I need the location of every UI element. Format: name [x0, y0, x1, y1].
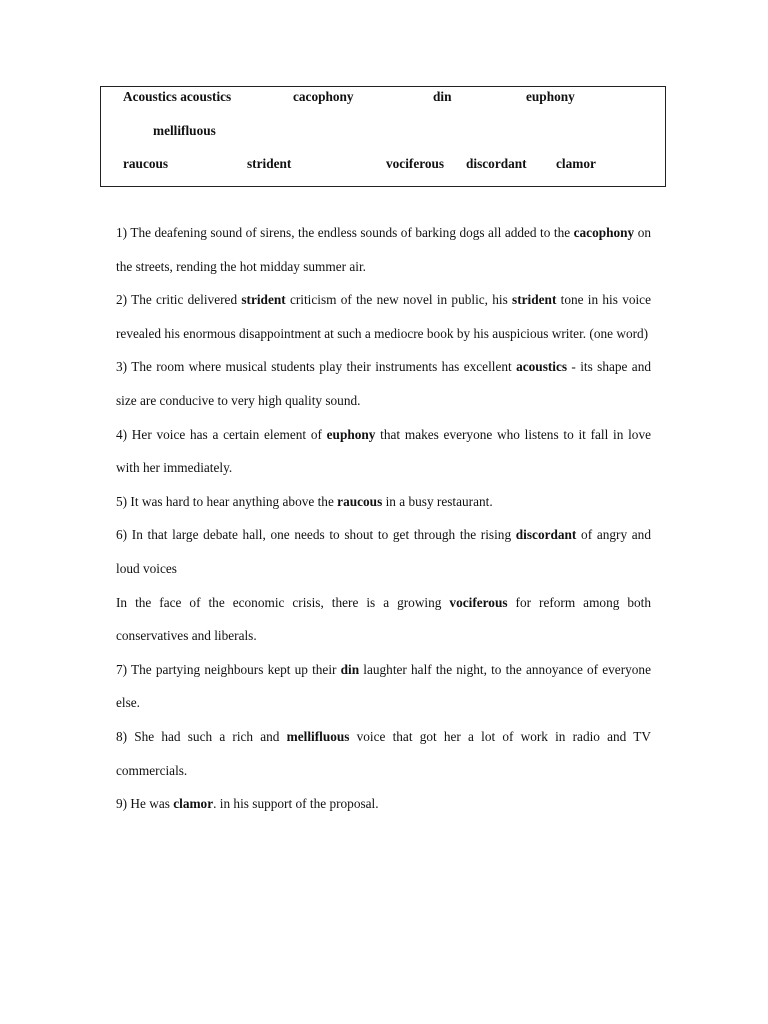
answer-word: strident — [512, 292, 557, 308]
answer-word: acoustics — [516, 359, 568, 375]
sentence-9: 9) He was clamor. in his support of the proposal. — [116, 796, 379, 812]
answer-word: mellifluous — [286, 728, 350, 744]
answer-word: discordant — [515, 527, 577, 543]
answer-word: cacophony — [573, 225, 635, 240]
answer-word: din — [340, 661, 360, 677]
word-bank-item: mellifluous — [153, 123, 216, 138]
word-bank-item: discordant — [466, 156, 527, 171]
answer-word: clamor — [173, 796, 214, 812]
word-bank-box — [100, 86, 666, 187]
sentence-6b: In the face of the economic crisis, there is a growing vociferous for reform among both conservatives and liberals. — [116, 594, 652, 644]
sentence-7: 7) The partying neighbours kept up their din laughter half the night, to the annoyance of everyone else. — [116, 661, 651, 711]
sentence-2: 2) The critic delivered strident criticism of the new novel in public, his strident tone in his voice revealed his enormous disappointment at such a mediocre book by his auspicious writer. (one word) — [116, 292, 651, 341]
word-bank-item: strident — [247, 156, 292, 171]
exercise-sentences — [116, 216, 651, 821]
sentence-1: 1) The deafening sound of sirens, the endless sounds of barking dogs all added to the cacophony on the streets, rending the hot midday summer air. — [116, 225, 651, 274]
word-bank-item: euphony — [526, 89, 575, 104]
answer-word: strident — [241, 292, 286, 308]
word-bank-item: clamor — [556, 156, 596, 171]
answer-word: raucous — [337, 493, 383, 509]
sentence-6: 6) In that large debate hall, one needs to shout to get through the rising discordant of angry and loud voices — [116, 527, 651, 576]
answer-word: euphony — [326, 426, 376, 442]
word-bank-item: vociferous — [386, 156, 445, 171]
sentence-3: 3) The room where musical students play their instruments has excellent acoustics - its shape and size are conducive to very high quality sound. — [116, 359, 652, 408]
sentence-8: 8) She had such a rich and mellifluous voice that got her a lot of work in radio and TV commercials. — [116, 728, 651, 778]
answer-word: vociferous — [449, 594, 508, 610]
word-bank-item: raucous — [123, 156, 169, 171]
word-bank-item: cacophony — [293, 89, 354, 104]
word-bank-item: din — [433, 89, 452, 104]
sentence-4: 4) Her voice has a certain element of euphony that makes everyone who listens to it fall in love with her immediately. — [116, 426, 651, 476]
sentence-5: 5) It was hard to hear anything above the raucous in a busy restaurant. — [116, 493, 493, 509]
word-bank-item: Acoustics acoustics — [123, 89, 232, 104]
